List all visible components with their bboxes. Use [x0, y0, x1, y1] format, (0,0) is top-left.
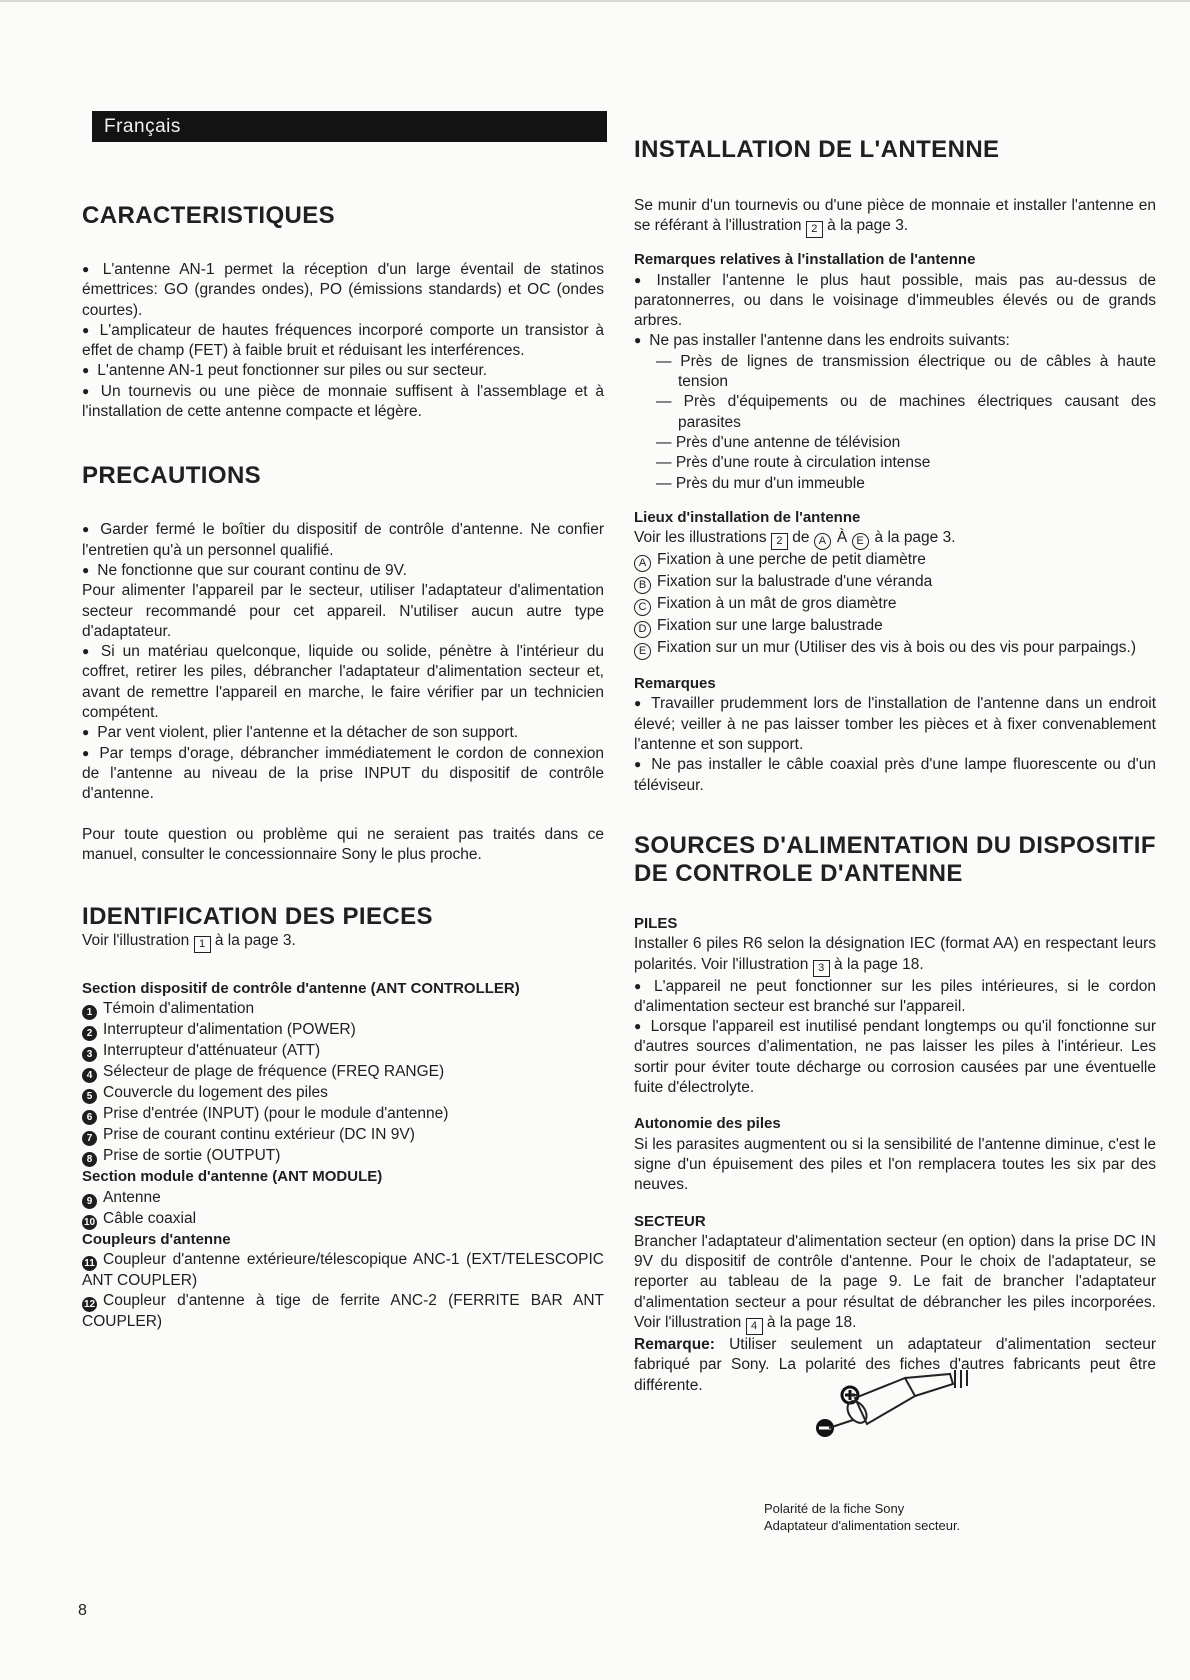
list-item: ● Installer l'antenne le plus haut possible, mais pas au-dessus de paratonnerres, ou dans le voisinage d'immeubles élevés ou de grands arbres.: [634, 271, 1156, 332]
list-item: ● Un tournevis ou une pièce de monnaie suffisent à l'assemblage et à l'installation de cette antenne compacte et légère.: [82, 382, 604, 423]
parts-list-module: [82, 1188, 604, 1230]
letter-circle: C: [634, 599, 651, 616]
list-item: 5 Couvercle du logement des piles: [82, 1083, 604, 1104]
subheading: PILES: [634, 914, 678, 932]
precautions-list: [82, 520, 604, 865]
list-item: ● L'antenne AN-1 permet la réception d'un large éventail de statinos émettrices: GO (grandes ondes), PO (émissions standards) et OC (ondes courtes).: [82, 260, 604, 321]
installation-locations-list: [634, 550, 1156, 660]
item-number: 2: [82, 1026, 97, 1041]
item-number: 3: [82, 1047, 97, 1062]
letter-circle: A: [814, 533, 831, 550]
list-item: 3 Interrupteur d'atténuateur (ATT): [82, 1041, 604, 1062]
sources-heading: SOURCES D'ALIMENTATION DU DISPOSITIF DE CONTROLE D'ANTENNE: [634, 831, 1156, 887]
paragraph: Pour toute question ou problème qui ne seraient pas traités dans ce manuel, consulter le concessionnaire Sony le plus proche.: [82, 825, 604, 863]
caracteristiques-heading: CARACTERISTIQUES: [82, 202, 336, 229]
list-item: ● Ne fonctionne que sur courant continu de 9V.: [82, 561, 604, 581]
item-number: 7: [82, 1131, 97, 1146]
illustration-number-box: 2: [806, 221, 823, 238]
list-item: 1 Témoin d'alimentation: [82, 999, 604, 1020]
dash-item: — Près d'une route à circulation intense: [656, 454, 931, 472]
illustration-number-box: 3: [813, 960, 830, 977]
list-item: A Fixation à une perche de petit diamètre: [634, 550, 1156, 572]
caracteristiques-list: [82, 260, 604, 422]
list-item: 4 Sélecteur de plage de fréquence (FREQ RANGE): [82, 1062, 604, 1083]
language-bar: Français: [92, 111, 607, 142]
list-item: 6 Prise d'entrée (INPUT) (pour le module d'antenne): [82, 1104, 604, 1125]
illustration-number-box: 2: [771, 533, 788, 550]
list-item: 2 Interrupteur d'alimentation (POWER): [82, 1020, 604, 1041]
item-number: 5: [82, 1089, 97, 1104]
list-item: 10 Câble coaxial: [83, 1209, 197, 1228]
list-item: 8 Prise de sortie (OUTPUT): [82, 1146, 604, 1167]
top-rule: [0, 0, 1190, 2]
subheading: Lieux d'installation de l'antenne: [634, 508, 861, 526]
list-item: ● Garder fermé le boîtier du dispositif de contrôle d'antenne. Ne confier l'entretien qu'à un personnel qualifié.: [82, 520, 604, 561]
list-item: 12 Coupleur d'antenne à tige de ferrite ANC-2 (FERRITE BAR ANT COUPLER): [82, 1292, 604, 1331]
list-item: ● Ne pas installer le câble coaxial près d'une lampe fluorescente ou d'un téléviseur.: [634, 755, 1156, 796]
installation-remarks-list: [634, 271, 1156, 494]
paragraph: Pour alimenter l'appareil par le secteur, utiliser l'adaptateur d'alimentation secteur recommandé pour cet appareil. N'utiliser aucun autre type d'adaptateur.: [82, 582, 604, 640]
list-item: 9 Antenne: [82, 1188, 604, 1209]
list-item: ● Par vent violent, plier l'antenne et la détacher de son support.: [82, 723, 604, 743]
item-number: 12: [83, 1299, 96, 1311]
page-number: 8: [78, 1602, 87, 1619]
item-number: 8: [82, 1152, 97, 1167]
section-heading: Section module d'antenne (ANT MODULE): [82, 1168, 383, 1186]
list-item: ● L'appareil ne peut fonctionner sur les piles intérieures, si le cordon d'alimentation secteur est branché sur l'appareil.: [634, 977, 1156, 1018]
illustration-number-box: 4: [746, 1318, 763, 1335]
precautions-heading: PRECAUTIONS: [82, 462, 262, 490]
list-item: ● Lorsque l'appareil est inutilisé pendant longtemps ou qu'il fonctionne sur d'autres sources d'alimentation, ne pas laisser les piles à l'intérieur. Les sortir pour éviter toute décharge ou corrosion causées par une éventuelle fuite d'électrolyte.: [634, 1017, 1156, 1098]
list-item: ● Ne pas installer l'antenne dans les endroits suivants:: [634, 331, 1156, 351]
subheading: SECTEUR: [634, 1212, 706, 1230]
list-item: ● Travailler prudemment lors de l'installation de l'antenne dans un endroit élevé; veiller à ne pas laisser tomber les pièces et à fixer convenablement l'antenne et son support.: [634, 694, 1156, 755]
piles-list: [634, 977, 1156, 1099]
item-number: 9: [82, 1194, 97, 1209]
list-item: C Fixation à un mât de gros diamètre: [634, 594, 1156, 616]
paragraph: Remarque: Utiliser seulement un adaptateur d'alimentation secteur fabriqué par Sony. La polarité des fiches d'autres fabricants peut être différente.: [634, 1335, 1156, 1394]
parts-list-controller: [82, 999, 604, 1167]
item-number: 1: [82, 1005, 97, 1020]
illustration-number-box: 1: [194, 936, 211, 953]
dash-item: — Près d'une antenne de télévision: [656, 433, 901, 451]
list-item: ● Par temps d'orage, débrancher immédiatement le cordon de connexion de l'antenne au niveau de la prise INPUT du dispositif de contrôle d'antenne.: [82, 744, 604, 805]
letter-circle: E: [852, 533, 869, 550]
list-item: D Fixation sur une large balustrade: [634, 616, 1156, 638]
remarques-list: [634, 694, 1156, 795]
item-number: 11: [82, 1256, 97, 1271]
list-item: ● Si un matériau quelconque, liquide ou solide, pénètre à l'intérieur du coffret, retirer les piles, débrancher l'adaptateur d'alimentation secteur et, avant de remettre l'appareil en marche, le faire vérifier par un technicien compétent.: [82, 642, 604, 723]
subheading: Autonomie des piles: [634, 1115, 781, 1133]
paragraph: Si les parasites augmentent ou si la sensibilité de l'antenne diminue, c'est le signe d'un épuisement des piles et l'on remplacera toutes les six par des neuves.: [634, 1135, 1156, 1194]
letter-circle: D: [634, 621, 651, 638]
subheading: Remarques relatives à l'installation de l'antenne: [634, 251, 976, 269]
installation-heading: INSTALLATION DE L'ANTENNE: [634, 136, 1000, 163]
dash-item: — Près d'équipements ou de machines électriques causant des parasites: [656, 393, 1156, 431]
list-item: ● L'amplicateur de hautes fréquences incorporé comporte un transistor à effet de champ (FET) à faible bruit et réduisant les interférences.: [82, 321, 604, 362]
list-item: ● L'antenne AN-1 peut fonctionner sur piles ou sur secteur.: [82, 361, 604, 381]
item-number: 6: [82, 1110, 97, 1125]
section-heading: Coupleurs d'antenne: [82, 1230, 231, 1248]
paragraph: Brancher l'adaptateur d'alimentation secteur (en option) dans la prise DC IN 9V du dispositif de contrôle d'antenne. Pour le choix de l'adaptateur, se reporter au tableau de la page 9. Le fait de brancher l'adaptateur d'alimentation secteur a pour résultat de débrancher les piles incorporées. Voir l'illustration 4 à la page 18.: [634, 1232, 1156, 1335]
letter-circle: E: [634, 643, 651, 660]
list-item: E Fixation sur un mur (Utiliser des vis à bois ou des vis pour parpaings.): [634, 638, 1156, 660]
illustration-reference: Voir les illustrations 2 de A À E à la page 3.: [634, 528, 1156, 550]
parts-list-couplers: [82, 1250, 604, 1333]
subheading: Remarques: [634, 675, 716, 693]
left-column: [82, 110, 604, 1333]
list-item: 7 Prise de courant continu extérieur (DC IN 9V): [82, 1125, 604, 1146]
item-number: 10: [83, 1216, 96, 1228]
list-item: B Fixation sur la balustrade d'une véranda: [634, 572, 1156, 594]
identification-heading: IDENTIFICATION DES PIECES: [82, 903, 433, 931]
section-heading: Section dispositif de contrôle d'antenne (ANT CONTROLLER): [82, 980, 520, 998]
figure-caption: Polarité de la fiche Sony Adaptateur d'alimentation secteur.: [764, 1501, 961, 1533]
dash-item: — Près de lignes de transmission électrique ou de câbles à haute tension: [656, 352, 1156, 391]
item-number: 4: [82, 1068, 97, 1083]
letter-circle: B: [634, 577, 651, 594]
paragraph: Se munir d'un tournevis ou d'une pièce de monnaie et installer l'antenne en se référant à l'illustration 2 à la page 3.: [634, 196, 1156, 238]
right-column: [634, 136, 1156, 1396]
dash-item: — Près du mur d'un immeuble: [656, 474, 865, 492]
illustration-reference: Voir l'illustration 1 à la page 3.: [82, 931, 604, 953]
letter-circle: A: [634, 555, 651, 572]
plug-polarity-figure: [815, 1370, 975, 1500]
paragraph: Installer 6 piles R6 selon la désignation IEC (format AA) en respectant leurs polarités. Voir l'illustration 3 à la page 18.: [634, 934, 1156, 976]
list-item: 11 Coupleur d'antenne extérieure/télescopique ANC-1 (EXT/TELESCOPIC ANT COUPLER): [82, 1251, 604, 1290]
